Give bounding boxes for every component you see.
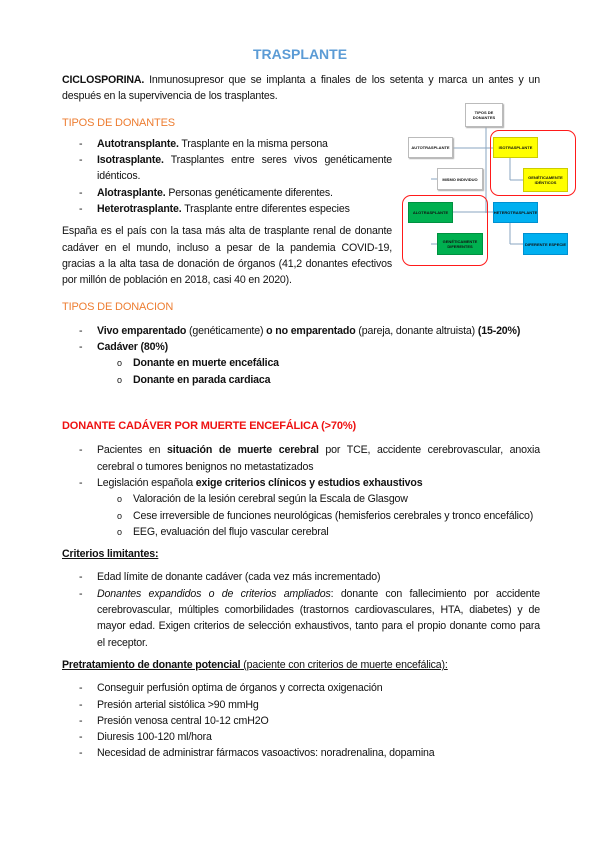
sub-list-item: o EEG, evaluación del flujo vascular cerebral [62, 524, 540, 540]
diagram-node-root: TIPOS DE DONANTES [465, 103, 503, 127]
list-item: - Cadáver (80%) [62, 339, 540, 355]
list-item: - Alotrasplante. Personas genéticamente diferentes. [62, 185, 392, 201]
diagram-node-hetero-sub: DIFERENTE ESPECIE [523, 233, 568, 255]
diagram-node-alo-sub: GENÉTICAMENTE DIFERENTES [437, 233, 483, 255]
diagram-node-iso-sub: GENÉTICAMENTE IDÉNTICOS [523, 168, 568, 192]
sub-list-item: o Donante en muerte encefálica [62, 355, 540, 371]
intro-bold: CICLOSPORINA. [62, 74, 145, 86]
diagram-node-auto: AUTOTRASPLANTE [408, 137, 453, 158]
criterios-heading: Criterios limitantes: [62, 548, 159, 561]
sub-list-item: o Cese irreversible de funciones neurológicas (hemisferios cerebrales y tronco encefálico) [62, 508, 540, 524]
diagram-node-mismo: MISMO INDIVIDUO [437, 168, 483, 190]
list-item: - Diuresis 100-120 ml/hora [62, 729, 540, 745]
list-item: - Necesidad de administrar fármacos vasoactivos: noradrenalina, dopamina [62, 745, 540, 761]
list-item: - Donantes expandidos o de criterios ampliados: donante con fallecimiento por accidente cerebrovascular, múltiples comorbilidades (trastornos cardiovasculares, HTA, diabetes) y de mayor edad. Exigen criterios de selección exhaustivos, tanto para el propio donante como para el receptor. [62, 586, 540, 651]
diagram-node-iso: ISOTRASPLANTE [493, 137, 538, 158]
list-item: - Isotrasplante. Trasplantes entre seres vivos genéticamente idénticos. [62, 152, 392, 185]
tipos-donacion-heading: TIPOS DE DONACION [62, 300, 174, 313]
page-title: TRASPLANTE [252, 46, 348, 62]
intro-text: Inmunosupresor que se implanta a finales de los setenta y marca un antes y un después en la supervivencia de los trasplantes. [62, 74, 540, 103]
list-item: - Presión venosa central 10-12 cmH2O [62, 713, 540, 729]
list-item: - Autotransplante. Trasplante en la misma persona [62, 136, 392, 152]
tipos-donacion-list [62, 323, 540, 388]
list-item: - Edad límite de donante cadáver (cada vez más incrementado) [62, 569, 540, 585]
pretratamiento-heading: Pretratamiento de donante potencial (paciente con criterios de muerte encefálica): [62, 658, 448, 671]
list-item: - Presión arterial sistólica >90 mmHg [62, 697, 540, 713]
muerte-list [62, 442, 540, 540]
list-item: - Conseguir perfusión optima de órganos y correcta oxigenación [62, 680, 540, 696]
pretratamiento-list [62, 680, 540, 761]
muerte-encefalica-heading: DONANTE CADÁVER POR MUERTE ENCEFÁLICA (>70%) [62, 420, 356, 433]
criterios-list [62, 569, 540, 650]
list-item: - Vivo emparentado (genéticamente) o no emparentado (pareja, donante altruista) (15-20%) [62, 323, 540, 339]
list-item: - Heterotrasplante. Trasplante entre diferentes especies [62, 201, 392, 217]
list-item: - Pacientes en situación de muerte cerebral por TCE, accidente cerebrovascular, anoxia cerebral o tumores benignos no metastatizados [62, 442, 540, 475]
intro-paragraph [62, 72, 540, 105]
espana-paragraph: España es el país con la tasa más alta de trasplante renal de donante cadáver en el mundo, incluso a pesar de la pandemia COVID-19, gracias a la alta tasa de donación de órganos (41,2 donantes efectivos por millón de población en 2018, casi 40 en 2020). [62, 225, 392, 287]
list-item: - Legislación española exige criterios clínicos y estudios exhaustivos [62, 475, 540, 491]
diagram-node-alo: ALOTRASPLANTE [408, 202, 453, 223]
diagram-node-hetero: HETEROTRASPLANTE [493, 202, 538, 223]
sub-list-item: o Donante en parada cardiaca [62, 372, 540, 388]
tipos-donantes-list [62, 136, 392, 217]
sub-list-item: o Valoración de la lesión cerebral según la Escala de Glasgow [62, 491, 540, 507]
tipos-donantes-heading: TIPOS DE DONANTES [62, 116, 175, 129]
